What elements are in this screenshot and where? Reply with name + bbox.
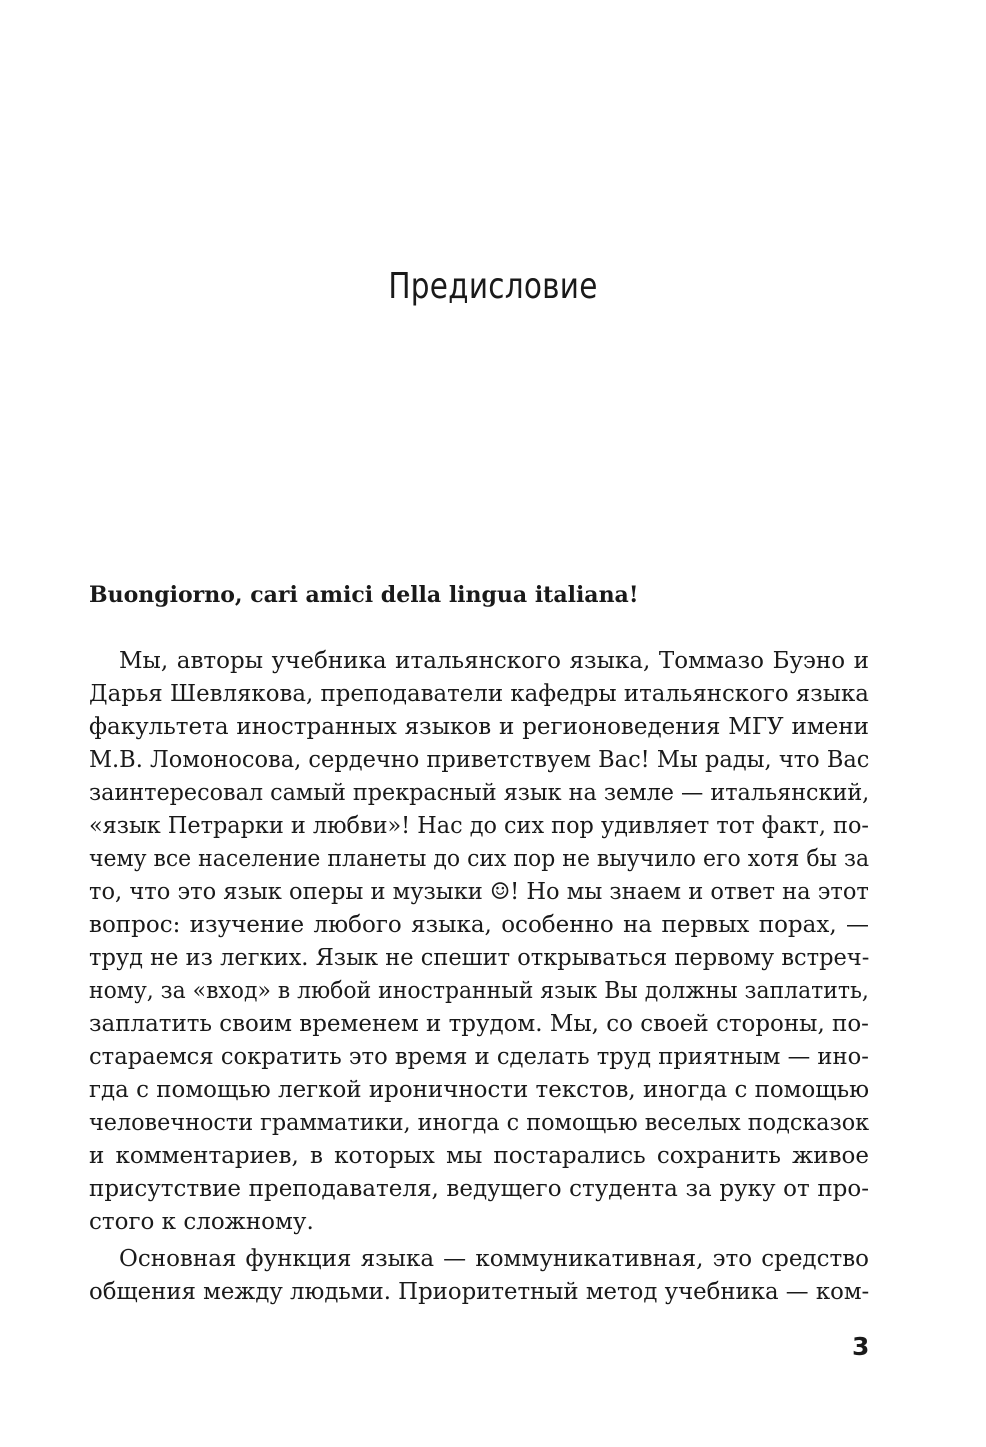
text-line: вопрос: изучение любого языка, особенно на первых порах, — bbox=[89, 912, 869, 938]
text-line: ному, за «вход» в любой иностранный язык Вы должны заплатить, bbox=[89, 978, 869, 1004]
text-line: Дарья Шевлякова, преподаватели кафедры итальянского языка bbox=[89, 681, 869, 707]
text-line: присутствие преподавателя, ведущего студента за руку от про- bbox=[89, 1176, 869, 1202]
page-number: 3 bbox=[852, 1332, 870, 1361]
text-line: М.В. Ломоносова, сердечно приветствуем Вас! Мы рады, что Вас bbox=[89, 747, 870, 773]
text-line: гда с помощью легкой ироничности текстов, иногда с помощью bbox=[89, 1077, 870, 1103]
text-line: стого к сложному. bbox=[89, 1209, 314, 1235]
paragraph-2 bbox=[89, 1243, 869, 1309]
text-line: заплатить своим временем и трудом. Мы, со своей стороны, по- bbox=[89, 1011, 869, 1037]
preface-body bbox=[89, 645, 869, 1309]
paragraph-1 bbox=[89, 645, 869, 1239]
text-line: Основная функция языка — коммуникативная, это средство bbox=[119, 1246, 869, 1272]
text-line: чему все население планеты до сих пор не выучило его хотя бы за bbox=[89, 846, 870, 872]
page-title: Предисловие bbox=[388, 266, 598, 307]
text-line: общения между людьми. Приоритетный метод учебника — ком- bbox=[89, 1279, 870, 1305]
text-line: факультета иностранных языков и регионоведения МГУ имени bbox=[89, 714, 869, 740]
text-line: труд не из легких. Язык не спешит открываться первому встреч- bbox=[89, 945, 870, 971]
text-line: человечности грамматики, иногда с помощью веселых подсказок bbox=[89, 1110, 870, 1136]
text-line: стараемся сократить это время и сделать труд приятным — ино- bbox=[89, 1044, 869, 1070]
text-line: «язык Петрарки и любви»! Нас до сих пор удивляет тот факт, по- bbox=[89, 813, 869, 839]
text-line: и комментариев, в которых мы постарались сохранить живое bbox=[89, 1143, 869, 1169]
text-line: то, что это язык оперы и музыки ☺! Но мы знаем и ответ на этот bbox=[89, 879, 869, 905]
text-line: заинтересовал самый прекрасный язык на земле — итальянский, bbox=[89, 780, 870, 806]
greeting-heading: Buongiorno, cari amici della lingua italiana! bbox=[89, 582, 639, 608]
text-line: Мы, авторы учебника итальянского языка, Томмазо Буэно и bbox=[119, 648, 869, 674]
